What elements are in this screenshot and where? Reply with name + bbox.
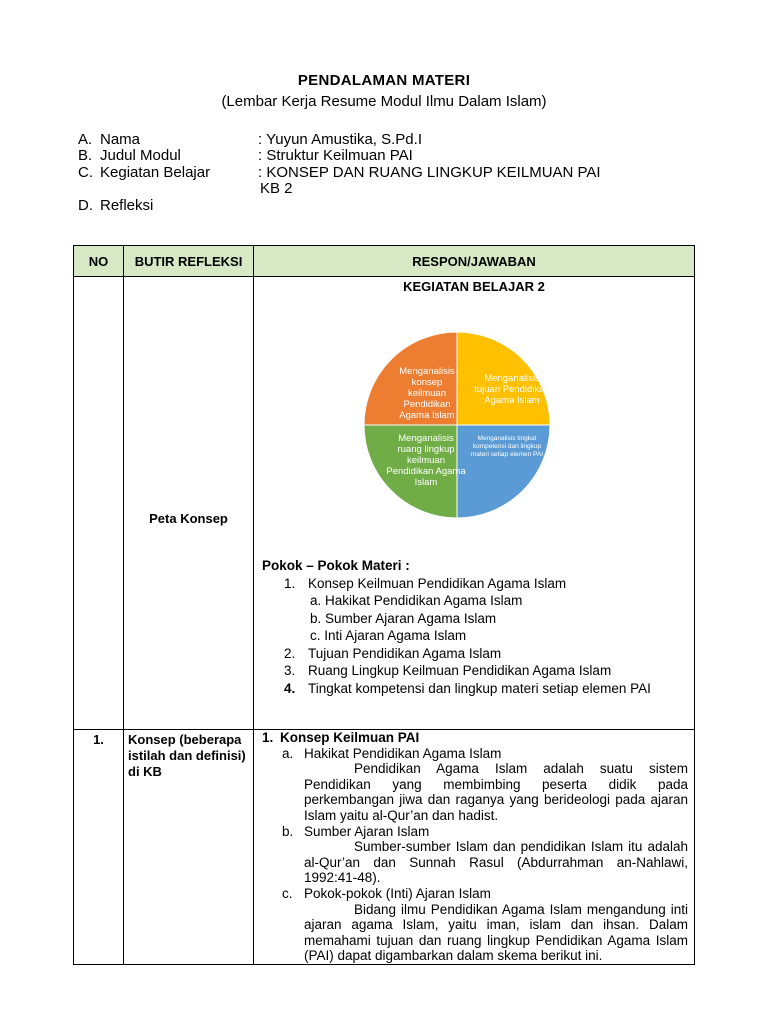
identity-value: : Yuyun Amustika, S.Pd.I bbox=[258, 131, 422, 148]
cell-butir-konsep: Konsep (beberapa istilah dan definisi) di KB bbox=[124, 730, 254, 965]
kegiatan-belajar-title: KEGIATAN BELAJAR 2 bbox=[403, 279, 545, 294]
identity-letter: D. bbox=[78, 197, 93, 214]
list-item: 3. Ruang Lingkup Keilmuan Pendidikan Agama Islam bbox=[284, 663, 612, 678]
list-subitem: c. Inti Ajaran Agama Islam bbox=[310, 628, 467, 643]
concept-pie-chart bbox=[364, 332, 550, 518]
section-paragraph: Bidang ilmu Pendidikan Agama Islam mengandung inti ajaran agama Islam, yaitu iman, islam dan ihsan. Dalam memahami tujuan dan ruang lingkup Pendidikan Agama Islam (PAI) dapat digambarkan dalam skema berikut ini. bbox=[304, 901, 688, 964]
identity-label: Refleksi bbox=[100, 197, 154, 214]
header-no: NO bbox=[74, 246, 124, 277]
pie-label-konsep: Menganalisis konsep keilmuan Pendidikan Agama Islam bbox=[399, 366, 455, 421]
list-subitem: b. Sumber Ajaran Agama Islam bbox=[310, 610, 497, 626]
cell-respon-konsep bbox=[254, 730, 695, 965]
cell-no: 1. bbox=[74, 730, 124, 965]
identity-label: Kegiatan Belajar bbox=[100, 164, 211, 181]
list-subitem: a. Hakikat Pendidikan Agama Islam bbox=[310, 593, 523, 608]
header-respon: RESPON/JAWABAN bbox=[254, 246, 695, 277]
list-item: 2. Tujuan Pendidikan Agama Islam bbox=[284, 645, 502, 661]
identity-letter: C. bbox=[78, 164, 93, 181]
konsep-heading: 1. Konsep Keilmuan PAI bbox=[262, 730, 420, 745]
section-paragraph: Sumber-sumber Islam dan pendidikan Islam itu adalah al-Qur’an dan Sunnah Rasul (Abdurrahman an-Nahlawi, 1992:41-48). bbox=[304, 839, 688, 886]
reflection-table bbox=[73, 245, 695, 965]
identity-label: Judul Modul bbox=[100, 147, 181, 164]
cell-no-empty bbox=[74, 277, 124, 730]
table-row-peta-konsep bbox=[74, 277, 695, 730]
document-title: PENDALAMAN MATERI bbox=[297, 72, 471, 89]
section-heading: c. Pokok-pokok (Inti) Ajaran Islam bbox=[282, 885, 491, 901]
section-heading: a. Hakikat Pendidikan Agama Islam bbox=[282, 745, 502, 761]
pie-label-tingkat: Menganalisis tingkat kompetensi dan lingkup materi setiap elemen PAI bbox=[470, 435, 544, 458]
section-paragraph: Pendidikan Agama Islam adalah suatu sistem Pendidikan yang membimbing peserta didik pada perkembangan jiwa dan raganya yang berideologi pada ajaran Islam yaitu al-Qur’an dan hadist. bbox=[304, 761, 688, 823]
pokok-materi-list bbox=[262, 557, 692, 697]
pie-label-ruang-lingkup: Menganalisis ruang lingkup keilmuan Pendidikan Agama Islam bbox=[386, 433, 466, 488]
identity-value: : Struktur Keilmuan PAI bbox=[258, 147, 413, 164]
identity-letter: B. bbox=[78, 147, 93, 164]
list-item: 1. Konsep Keilmuan Pendidikan Agama Islam bbox=[284, 575, 567, 591]
pie-label-tujuan: Menganalisis tujuan Pendidikan Agama Islam bbox=[474, 373, 550, 406]
cell-respon-peta bbox=[254, 277, 695, 730]
document-subtitle: (Lembar Kerja Resume Modul Ilmu Dalam Islam) bbox=[221, 93, 547, 110]
identity-label: Nama bbox=[100, 131, 141, 148]
cell-butir-peta bbox=[124, 277, 254, 730]
list-item: 4. Tingkat kompetensi dan lingkup materi setiap elemen PAI bbox=[284, 680, 651, 696]
identity-letter: A. bbox=[78, 131, 93, 148]
peta-konsep-label: Peta Konsep bbox=[149, 511, 228, 526]
identity-value-continued: KB 2 bbox=[260, 180, 293, 197]
header-butir: BUTIR REFLEKSI bbox=[124, 246, 254, 277]
table-header-row bbox=[74, 246, 695, 277]
table-row-konsep bbox=[74, 730, 695, 965]
pokok-materi-heading: Pokok – Pokok Materi : bbox=[262, 558, 410, 573]
identity-value: : KONSEP DAN RUANG LINGKUP KEILMUAN PAI bbox=[258, 164, 601, 181]
section-heading: b. Sumber Ajaran Islam bbox=[282, 823, 430, 839]
